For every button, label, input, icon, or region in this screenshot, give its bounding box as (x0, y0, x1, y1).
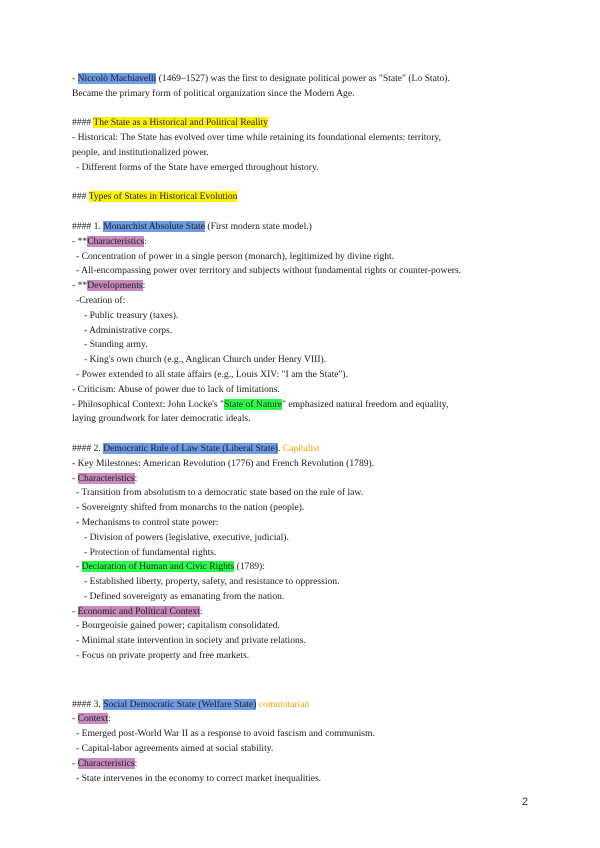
liberal-milestones: - Key Milestones: American Revolution (1776) and French Revolution (1789). (72, 457, 375, 469)
heading-title: Democratic Rule of Law State (Liberal State) (103, 442, 278, 454)
page-content (72, 72, 532, 786)
heading-title: Social Democratic State (Welfare State) (103, 698, 257, 710)
machiavelli-highlight: Niccolò Machiavelli (77, 73, 157, 84)
intro-bullet: - (72, 73, 78, 84)
liberal-char-3b: - Protection of fundamental rights. (84, 546, 217, 558)
intro-line-1 (72, 72, 532, 87)
heading-state-reality (72, 116, 532, 131)
label-highlight: Characteristics (77, 472, 135, 484)
state-of-nature-highlight: State of Nature (223, 398, 283, 410)
monarchist-char-1: - Concentration of power in a single person (monarch), legitimized by divine right. (76, 250, 395, 262)
reality-line-2: people, and institutionalized power. (72, 146, 209, 158)
colon: : (142, 280, 146, 292)
monarchist-dev-3: - Standing army. (84, 339, 148, 351)
monarchist-dev-2: - Administrative corps. (84, 324, 173, 336)
label-highlight: Characteristics (87, 235, 145, 247)
label-highlight: Characteristics (77, 757, 135, 769)
heading-subtitle: (First modern state model.) (204, 220, 312, 232)
intro-text: (1469–1527) was the first to designate political power as "State" (Lo Stato). (156, 73, 450, 84)
bullet: - ** (72, 235, 88, 247)
liberal-eco-1: - Bourgeoisie gained power; capitalism consolidated. (76, 620, 280, 632)
welfare-char-1: - State intervenes in the economy to correct market inequalities. (76, 772, 322, 784)
bullet: - ** (72, 280, 88, 292)
liberal-char-3a: - Division of powers (legislative, executive, judicial). (84, 531, 289, 543)
welfare-context-1: - Emerged post-World War II as a response to avoid fascism and communism. (76, 728, 375, 740)
bullet: - (72, 605, 78, 617)
heading-monarchist-state (72, 220, 532, 235)
monarchist-criticism: - Criticism: Abuse of power due to lack of limitations. (72, 383, 280, 395)
liberal-characteristics-label (72, 472, 532, 487)
welfare-context-label (72, 712, 532, 727)
monarchist-dev-0: -Creation of: (76, 294, 126, 306)
monarchist-dev-1: - Public treasury (taxes). (84, 309, 179, 321)
philosophy-text: " emphasized natural freedom and equality, (282, 398, 449, 410)
colon: : (134, 757, 138, 769)
bullet: - (72, 472, 78, 484)
reality-line-1: - Historical: The State has evolved over time while retaining its foundational elements: territory, (72, 132, 441, 144)
page-number: 2 (521, 796, 528, 808)
liberal-char-2: - Sovereignty shifted from monarchs to the nation (people). (76, 502, 305, 514)
declaration-highlight: Declaration of Human and Civic Rights (81, 561, 235, 573)
welfare-characteristics-label (72, 757, 532, 772)
monarchist-char-2: - All-encompassing power over territory and subjects without fundamental rights or counter-powers. (76, 265, 462, 277)
heading-title: Types of States in Historical Evolution (88, 191, 238, 203)
declaration-year: (1789): (234, 561, 265, 573)
heading-welfare-state (72, 698, 532, 713)
label-highlight: Context (77, 713, 108, 725)
monarchist-developments-label (72, 279, 532, 294)
welfare-context-2: - Capital-labor agreements aimed at social stability. (76, 743, 274, 755)
heading-marker: ### (72, 191, 89, 203)
liberal-eco-3: - Focus on private property and free markets. (76, 650, 250, 662)
monarchist-philosophy-2: laying groundwork for later democratic ideals. (72, 413, 251, 425)
monarchist-philosophy-1 (72, 398, 532, 413)
heading-marker: #### 2. (72, 442, 104, 454)
liberal-char-1: - Transition from absolutism to a democratic state based on the rule of law. (76, 487, 364, 499)
colon: : (134, 472, 138, 484)
bullet: - (76, 561, 82, 573)
label-highlight: Economic and Political Context (77, 605, 200, 617)
bullet: - (72, 713, 78, 725)
liberal-declaration (72, 560, 532, 575)
colon: : (144, 235, 147, 247)
colon: : (107, 713, 111, 725)
heading-dot: . (277, 442, 281, 454)
comunitarian-tag: comunitarian (256, 698, 310, 710)
intro-line-2: Became the primary form of political organization since the Modern Age. (72, 87, 355, 99)
label-highlight: Developments (87, 280, 143, 292)
bullet: - (72, 757, 78, 769)
liberal-declaration-b: - Defined sovereignty as emanating from the nation. (84, 590, 285, 602)
heading-title: The State as a Historical and Political Reality (93, 117, 268, 129)
reality-line-3: - Different forms of the State have emerged throughout history. (76, 161, 319, 173)
colon: : (199, 605, 203, 617)
heading-liberal-state (72, 442, 532, 457)
heading-marker: #### 3. (72, 698, 104, 710)
heading-marker: #### (72, 117, 94, 129)
liberal-char-3: - Mechanisms to control state power: (76, 516, 219, 528)
philosophy-text: - Philosophical Context: John Locke's " (72, 398, 224, 410)
capitalist-tag: Capitalist (280, 442, 320, 454)
heading-title: Monarchist Absolute State (103, 220, 205, 232)
monarchist-dev-5: - Power extended to all state affairs (e.g., Louis XIV: "I am the State"). (76, 368, 349, 380)
liberal-economic-label (72, 605, 532, 620)
monarchist-dev-4: - King's own church (e.g., Anglican Church under Henry VIII). (84, 354, 327, 366)
heading-marker: #### 1. (72, 220, 104, 232)
monarchist-characteristics-label (72, 235, 532, 250)
heading-types-of-states (72, 190, 532, 205)
liberal-eco-2: - Minimal state intervention in society and private relations. (76, 635, 306, 647)
liberal-declaration-a: - Established liberty, property, safety, and resistance to oppression. (84, 576, 340, 588)
